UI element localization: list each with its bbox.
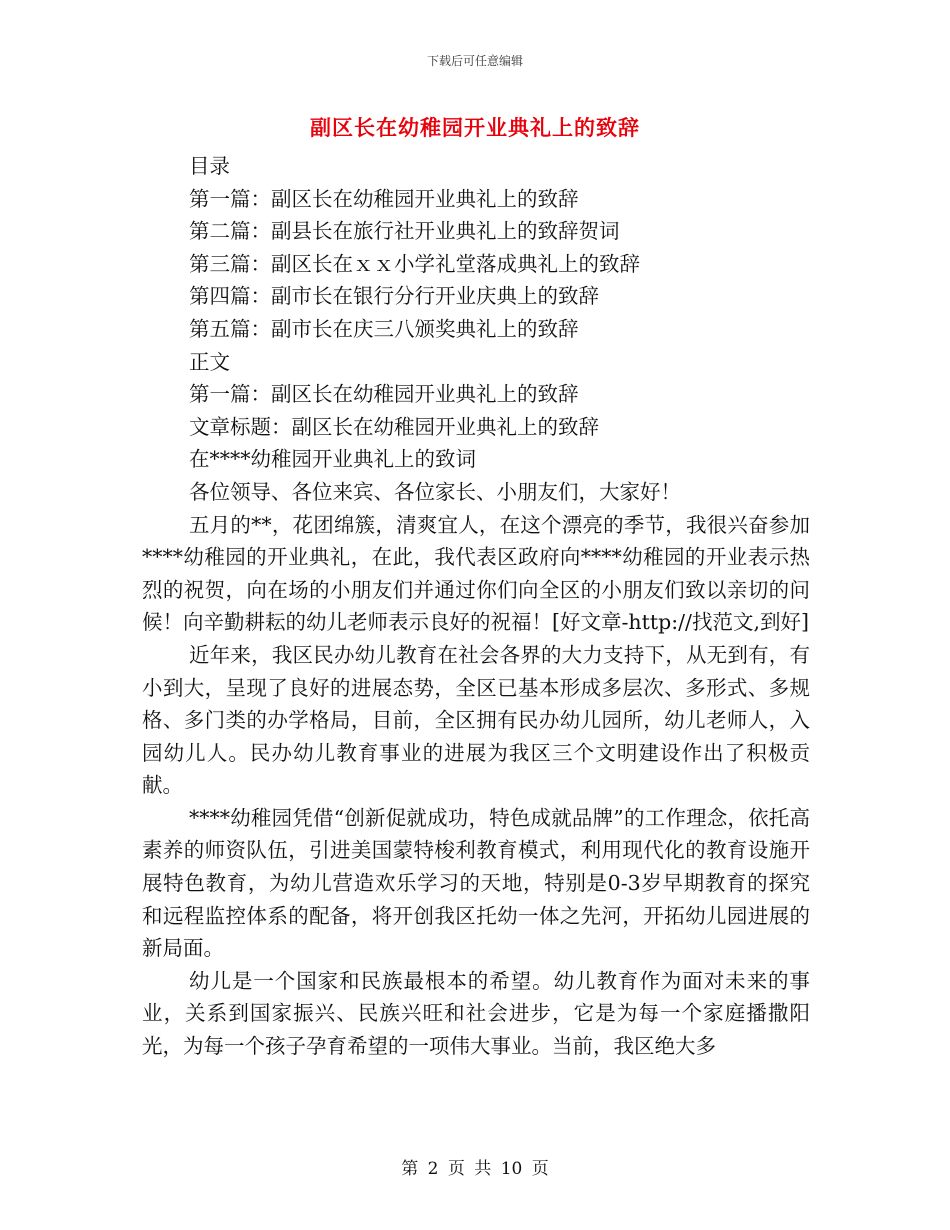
- toc-item: 第四篇：副市长在银行分行开业庆典上的致辞: [189, 284, 599, 309]
- body-heading: 正文: [189, 349, 230, 374]
- page-number-footer: 第 2 页 共 10 页: [401, 1159, 549, 1179]
- toc-item: 第二篇：副县长在旅行社开业典礼上的致辞贺词: [189, 219, 620, 244]
- section-title: 第一篇：副区长在幼稚园开业典礼上的致辞: [189, 382, 579, 407]
- document-body: [142, 150, 810, 1063]
- greeting-line: 各位领导、各位来宾、各位家长、小朋友们，大家好！: [189, 479, 681, 504]
- body-paragraph: 五月的**，花团绵簇，清爽宜人，在这个漂亮的季节，我很兴奋参加****幼稚园的开业典礼，在此，我代表区政府向****幼稚园的开业表示热烈的祝贺，向在场的小朋友们并通过你们向全区的小朋友们致以亲切的问候！向辛勤耕耘的幼儿老师表示良好的祝福！[好文章-http://找范文,到好]: [142, 512, 810, 635]
- body-paragraph: ****幼稚园凭借“创新促就成功，特色成就品牌”的工作理念，依托高素养的师资队伍，引进美国蒙特梭利教育模式，利用现代化的教育设施开展特色教育，为幼儿营造欢乐学习的天地，特别是0-3岁早期教育的探究和远程监控体系的配备，将开创我区托幼一体之先河，开拓幼儿园进展的新局面。: [142, 805, 810, 961]
- toc-item: 第五篇：副市长在庆三八颁奖典礼上的致辞: [189, 316, 579, 341]
- page-header-note: 下载后可任意编辑: [426, 54, 523, 68]
- speech-title: 在****幼稚园开业典礼上的致词: [189, 447, 476, 472]
- article-title: 文章标题：副区长在幼稚园开业典礼上的致辞: [189, 414, 599, 439]
- body-paragraph: 幼儿是一个国家和民族最根本的希望。幼儿教育作为面对未来的事业，关系到国家振兴、民族兴旺和社会进步，它是为每一个家庭播撒阳光，为每一个孩子孕育希望的一项伟大事业。当前，我区绝大多: [142, 968, 810, 1059]
- body-paragraph: 近年来，我区民办幼儿教育在社会各界的大力支持下，从无到有，有小到大，呈现了良好的进展态势，全区已基本形成多层次、多形式、多规格、多门类的办学格局，目前，全区拥有民办幼儿园所，幼儿老师人，入园幼儿人。民办幼儿教育事业的进展为我区三个文明建设作出了积极贡献。: [142, 642, 810, 798]
- toc-heading: 目录: [189, 154, 230, 178]
- toc-item: 第三篇：副区长在ｘｘ小学礼堂落成典礼上的致辞: [189, 251, 640, 276]
- toc-item: 第一篇：副区长在幼稚园开业典礼上的致辞: [189, 186, 579, 211]
- document-title: 副区长在幼稚园开业典礼上的致辞: [310, 115, 640, 140]
